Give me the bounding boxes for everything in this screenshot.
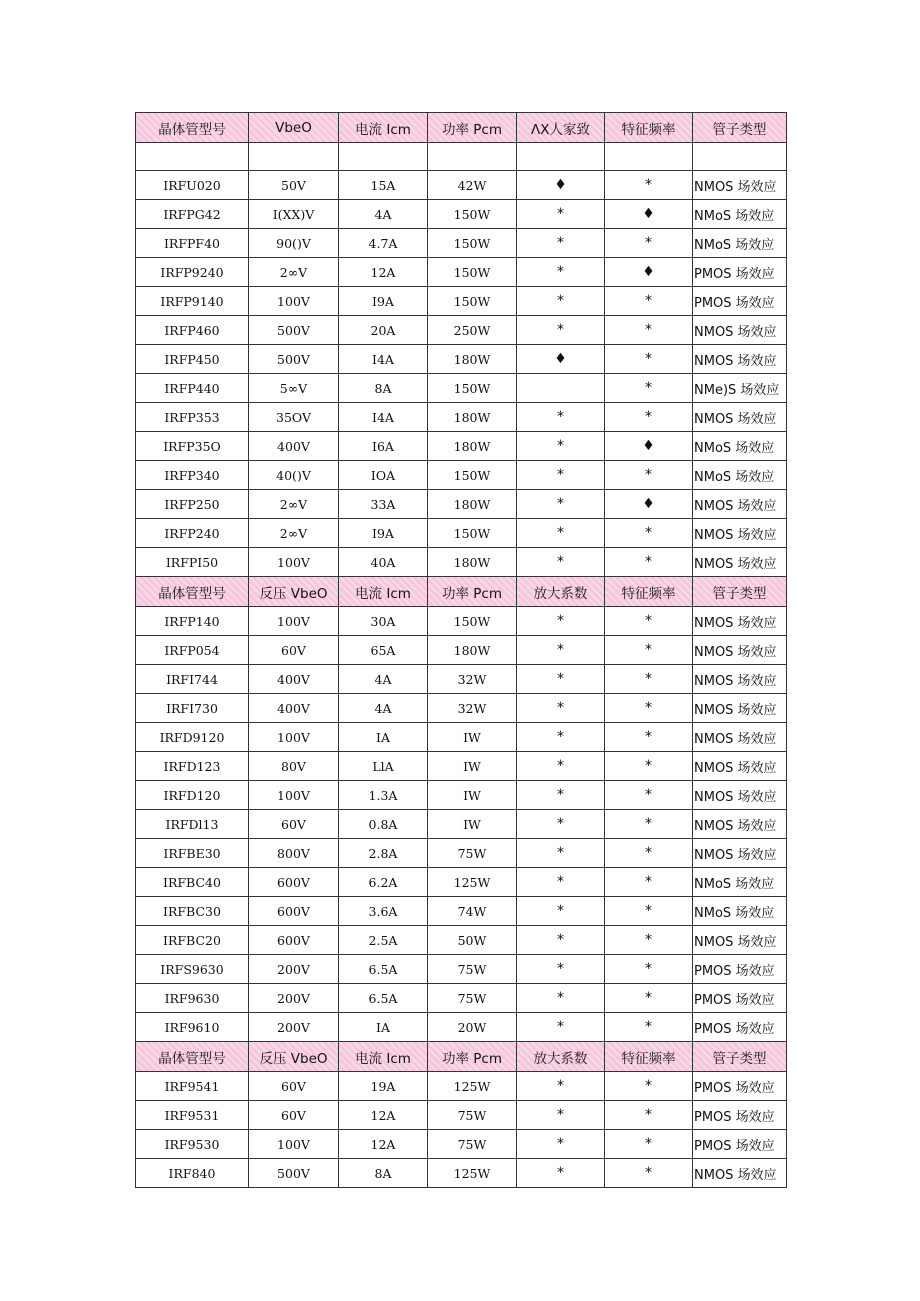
cell-model: IRFI730 (136, 694, 249, 723)
cell-pcm: 74W (428, 897, 517, 926)
header-freq: 特征频率 (605, 1042, 693, 1072)
cell-freq: * (605, 926, 693, 955)
table-row (136, 1072, 787, 1101)
table-row (136, 171, 787, 200)
cell-type: NMoS 场效应 (693, 868, 787, 897)
header-pcm: 功率 Pcm (428, 113, 517, 143)
cell-model: IRFP140 (136, 607, 249, 636)
cell-icm: 30A (339, 607, 428, 636)
cell-model: IRF840 (136, 1159, 249, 1188)
cell-model: IRFP353 (136, 403, 249, 432)
table-row (136, 519, 787, 548)
cell-freq: ♦ (605, 490, 693, 519)
cell-vbeo: 35OV (249, 403, 339, 432)
table-row (136, 345, 787, 374)
cell-icm: I4A (339, 345, 428, 374)
cell-model: IRFP250 (136, 490, 249, 519)
cell-type: NMOS 场效应 (693, 694, 787, 723)
cell-type: NMoS 场效应 (693, 229, 787, 258)
cell-type: NMOS 场效应 (693, 607, 787, 636)
blank-cell (517, 143, 605, 171)
cell-type: NMe)S 场效应 (693, 374, 787, 403)
cell-icm: 4A (339, 200, 428, 229)
table-row (136, 258, 787, 287)
cell-model: IRFPF40 (136, 229, 249, 258)
cell-pcm: 20W (428, 1013, 517, 1042)
header-vbeo: VbeO (249, 113, 339, 143)
cell-model: IRFD123 (136, 752, 249, 781)
cell-pcm: 150W (428, 229, 517, 258)
cell-freq: * (605, 374, 693, 403)
table-row (136, 984, 787, 1013)
cell-pcm: 180W (428, 432, 517, 461)
cell-type: NMOS 场效应 (693, 665, 787, 694)
cell-icm: 1.3A (339, 781, 428, 810)
cell-gain: * (517, 287, 605, 316)
cell-type: NMOS 场效应 (693, 636, 787, 665)
cell-icm: 4.7A (339, 229, 428, 258)
cell-model: IRFS9630 (136, 955, 249, 984)
cell-freq: * (605, 665, 693, 694)
cell-type: PMOS 场效应 (693, 984, 787, 1013)
cell-model: IRFP054 (136, 636, 249, 665)
cell-pcm: 180W (428, 403, 517, 432)
cell-vbeo: 200V (249, 955, 339, 984)
cell-icm: I9A (339, 519, 428, 548)
cell-pcm: 75W (428, 1101, 517, 1130)
cell-model: IRF9630 (136, 984, 249, 1013)
cell-type: PMOS 场效应 (693, 955, 787, 984)
cell-vbeo: 60V (249, 810, 339, 839)
cell-type: NMoS 场效应 (693, 200, 787, 229)
cell-type: NMoS 场效应 (693, 897, 787, 926)
table-row (136, 839, 787, 868)
cell-vbeo: 60V (249, 636, 339, 665)
cell-gain: * (517, 926, 605, 955)
blank-cell (605, 143, 693, 171)
cell-model: IRFD120 (136, 781, 249, 810)
cell-pcm: 180W (428, 345, 517, 374)
cell-type: PMOS 场效应 (693, 1013, 787, 1042)
cell-icm: I4A (339, 403, 428, 432)
cell-vbeo: 5∞V (249, 374, 339, 403)
cell-vbeo: 500V (249, 1159, 339, 1188)
cell-freq: * (605, 316, 693, 345)
cell-model: IRFPG42 (136, 200, 249, 229)
cell-icm: 6.2A (339, 868, 428, 897)
cell-icm: 3.6A (339, 897, 428, 926)
cell-type: NMoS 场效应 (693, 432, 787, 461)
blank-cell (339, 143, 428, 171)
cell-freq: ♦ (605, 258, 693, 287)
cell-freq: * (605, 839, 693, 868)
cell-freq: * (605, 694, 693, 723)
cell-gain: * (517, 839, 605, 868)
table-row (136, 607, 787, 636)
cell-icm: IA (339, 1013, 428, 1042)
cell-model: IRFP450 (136, 345, 249, 374)
cell-type: NMOS 场效应 (693, 810, 787, 839)
table-row (136, 1130, 787, 1159)
cell-icm: 8A (339, 1159, 428, 1188)
cell-icm: 6.5A (339, 984, 428, 1013)
cell-icm: 20A (339, 316, 428, 345)
cell-type: NMOS 场效应 (693, 490, 787, 519)
cell-vbeo: 2∞V (249, 258, 339, 287)
cell-type: PMOS 场效应 (693, 1101, 787, 1130)
cell-type: NMOS 场效应 (693, 839, 787, 868)
header-vbeo: 反压 VbeO (249, 577, 339, 607)
table-body (136, 113, 787, 1188)
cell-model: IRF9610 (136, 1013, 249, 1042)
cell-model: IRFP9140 (136, 287, 249, 316)
cell-gain: * (517, 984, 605, 1013)
cell-pcm: 32W (428, 665, 517, 694)
header-row (136, 1042, 787, 1072)
header-model: 晶体管型号 (136, 577, 249, 607)
cell-freq: * (605, 519, 693, 548)
cell-freq: * (605, 984, 693, 1013)
table-row (136, 316, 787, 345)
header-model: 晶体管型号 (136, 113, 249, 143)
cell-freq: * (605, 403, 693, 432)
cell-freq: * (605, 1159, 693, 1188)
table-row (136, 490, 787, 519)
cell-freq: * (605, 897, 693, 926)
cell-pcm: 150W (428, 200, 517, 229)
cell-freq: * (605, 548, 693, 577)
cell-icm: IOA (339, 461, 428, 490)
cell-vbeo: 2∞V (249, 519, 339, 548)
cell-type: PMOS 场效应 (693, 1130, 787, 1159)
cell-icm: 2.5A (339, 926, 428, 955)
cell-gain: * (517, 1072, 605, 1101)
cell-pcm: 75W (428, 955, 517, 984)
cell-pcm: 125W (428, 1159, 517, 1188)
cell-vbeo: 90()V (249, 229, 339, 258)
cell-freq: * (605, 810, 693, 839)
cell-gain: ♦ (517, 345, 605, 374)
table-row (136, 810, 787, 839)
cell-vbeo: 400V (249, 694, 339, 723)
cell-model: IRFP240 (136, 519, 249, 548)
cell-pcm: 150W (428, 607, 517, 636)
cell-model: IRF9541 (136, 1072, 249, 1101)
cell-freq: * (605, 1013, 693, 1042)
cell-freq: * (605, 1130, 693, 1159)
cell-freq: * (605, 607, 693, 636)
cell-freq: * (605, 171, 693, 200)
cell-gain: * (517, 810, 605, 839)
cell-type: NMOS 场效应 (693, 752, 787, 781)
cell-model: IRFBC30 (136, 897, 249, 926)
cell-pcm: 50W (428, 926, 517, 955)
cell-model: IRFI744 (136, 665, 249, 694)
cell-model: IRFBC20 (136, 926, 249, 955)
table-row (136, 1159, 787, 1188)
cell-icm: 8A (339, 374, 428, 403)
table-row (136, 897, 787, 926)
cell-gain: * (517, 432, 605, 461)
cell-model: IRFDl13 (136, 810, 249, 839)
table-row (136, 403, 787, 432)
cell-icm: 12A (339, 258, 428, 287)
cell-freq: * (605, 345, 693, 374)
cell-gain: * (517, 752, 605, 781)
cell-icm: I6A (339, 432, 428, 461)
cell-vbeo: I(XX)V (249, 200, 339, 229)
cell-model: IRFP440 (136, 374, 249, 403)
cell-model: IRFBC40 (136, 868, 249, 897)
cell-freq: * (605, 1072, 693, 1101)
header-row (136, 577, 787, 607)
cell-model: IRF9530 (136, 1130, 249, 1159)
cell-icm: 4A (339, 665, 428, 694)
cell-gain: * (517, 694, 605, 723)
cell-icm: 12A (339, 1101, 428, 1130)
cell-icm: IA (339, 723, 428, 752)
blank-cell (136, 143, 249, 171)
cell-pcm: 150W (428, 287, 517, 316)
cell-gain: * (517, 548, 605, 577)
cell-gain: * (517, 723, 605, 752)
cell-vbeo: 400V (249, 432, 339, 461)
table-row (136, 694, 787, 723)
cell-pcm: 75W (428, 1130, 517, 1159)
cell-type: NMOS 场效应 (693, 171, 787, 200)
cell-pcm: 75W (428, 839, 517, 868)
cell-icm: 6.5A (339, 955, 428, 984)
table-row (136, 868, 787, 897)
cell-pcm: 250W (428, 316, 517, 345)
header-pcm: 功率 Pcm (428, 577, 517, 607)
cell-type: NMOS 场效应 (693, 519, 787, 548)
header-icm: 电流 Icm (339, 1042, 428, 1072)
cell-gain: * (517, 490, 605, 519)
cell-vbeo: 400V (249, 665, 339, 694)
table-row (136, 752, 787, 781)
cell-model: IRFU020 (136, 171, 249, 200)
cell-pcm: 125W (428, 1072, 517, 1101)
cell-freq: * (605, 229, 693, 258)
cell-pcm: 180W (428, 548, 517, 577)
cell-pcm: 180W (428, 636, 517, 665)
cell-vbeo: 40()V (249, 461, 339, 490)
cell-gain: * (517, 1101, 605, 1130)
cell-icm: 40A (339, 548, 428, 577)
cell-freq: ♦ (605, 432, 693, 461)
cell-vbeo: 600V (249, 868, 339, 897)
cell-gain (517, 374, 605, 403)
cell-vbeo: 100V (249, 607, 339, 636)
header-freq: 特征频率 (605, 113, 693, 143)
header-icm: 电流 Icm (339, 113, 428, 143)
cell-pcm: 150W (428, 461, 517, 490)
cell-vbeo: 2∞V (249, 490, 339, 519)
cell-icm: 0.8A (339, 810, 428, 839)
cell-model: IRFD9120 (136, 723, 249, 752)
cell-freq: * (605, 1101, 693, 1130)
cell-icm: 2.8A (339, 839, 428, 868)
cell-pcm: 125W (428, 868, 517, 897)
table-row (136, 461, 787, 490)
table-row (136, 781, 787, 810)
cell-vbeo: 100V (249, 781, 339, 810)
table-row (136, 432, 787, 461)
cell-freq: * (605, 287, 693, 316)
cell-model: IRFPI50 (136, 548, 249, 577)
cell-freq: * (605, 868, 693, 897)
header-model: 晶体管型号 (136, 1042, 249, 1072)
transistor-table (135, 112, 787, 1188)
blank-cell (693, 143, 787, 171)
cell-gain: * (517, 665, 605, 694)
table-row (136, 955, 787, 984)
table-row (136, 287, 787, 316)
cell-freq: * (605, 752, 693, 781)
table-row (136, 665, 787, 694)
cell-gain: * (517, 1013, 605, 1042)
table-row (136, 548, 787, 577)
cell-gain: * (517, 897, 605, 926)
table-row (136, 926, 787, 955)
cell-vbeo: 50V (249, 171, 339, 200)
header-vbeo: 反压 VbeO (249, 1042, 339, 1072)
cell-pcm: 150W (428, 258, 517, 287)
cell-pcm: 32W (428, 694, 517, 723)
cell-gain: * (517, 200, 605, 229)
cell-gain: * (517, 1159, 605, 1188)
header-icm: 电流 Icm (339, 577, 428, 607)
cell-vbeo: 500V (249, 316, 339, 345)
cell-freq: * (605, 723, 693, 752)
cell-pcm: 150W (428, 374, 517, 403)
cell-type: NMOS 场效应 (693, 403, 787, 432)
cell-vbeo: 600V (249, 926, 339, 955)
blank-cell (428, 143, 517, 171)
cell-vbeo: 80V (249, 752, 339, 781)
table-row (136, 636, 787, 665)
cell-model: IRF9531 (136, 1101, 249, 1130)
cell-gain: * (517, 461, 605, 490)
cell-gain: * (517, 607, 605, 636)
blank-row (136, 143, 787, 171)
cell-vbeo: 200V (249, 984, 339, 1013)
cell-model: IRFP9240 (136, 258, 249, 287)
header-type: 管子类型 (693, 113, 787, 143)
cell-model: IRFP35O (136, 432, 249, 461)
cell-gain: * (517, 316, 605, 345)
cell-pcm: IW (428, 781, 517, 810)
cell-vbeo: 60V (249, 1072, 339, 1101)
cell-type: NMOS 场效应 (693, 1159, 787, 1188)
cell-gain: * (517, 955, 605, 984)
cell-gain: * (517, 868, 605, 897)
cell-vbeo: 200V (249, 1013, 339, 1042)
cell-pcm: 75W (428, 984, 517, 1013)
cell-vbeo: 100V (249, 287, 339, 316)
cell-type: NMoS 场效应 (693, 461, 787, 490)
cell-type: PMOS 场效应 (693, 258, 787, 287)
cell-vbeo: 600V (249, 897, 339, 926)
cell-vbeo: 60V (249, 1101, 339, 1130)
cell-pcm: 180W (428, 490, 517, 519)
cell-gain: * (517, 258, 605, 287)
cell-gain: ♦ (517, 171, 605, 200)
table-row (136, 200, 787, 229)
cell-pcm: 42W (428, 171, 517, 200)
header-freq: 特征频率 (605, 577, 693, 607)
cell-freq: * (605, 955, 693, 984)
cell-vbeo: 100V (249, 1130, 339, 1159)
header-gain: ΛX人家致 (517, 113, 605, 143)
cell-type: NMOS 场效应 (693, 926, 787, 955)
cell-type: NMOS 场效应 (693, 316, 787, 345)
blank-cell (249, 143, 339, 171)
cell-type: NMOS 场效应 (693, 345, 787, 374)
cell-type: NMOS 场效应 (693, 548, 787, 577)
cell-icm: 4A (339, 694, 428, 723)
cell-vbeo: 100V (249, 548, 339, 577)
cell-type: PMOS 场效应 (693, 287, 787, 316)
cell-icm: 15A (339, 171, 428, 200)
header-pcm: 功率 Pcm (428, 1042, 517, 1072)
cell-icm: 33A (339, 490, 428, 519)
table-row (136, 229, 787, 258)
header-gain: 放大系数 (517, 577, 605, 607)
cell-type: NMOS 场效应 (693, 781, 787, 810)
cell-pcm: 150W (428, 519, 517, 548)
cell-freq: * (605, 781, 693, 810)
cell-gain: * (517, 519, 605, 548)
cell-icm: LlA (339, 752, 428, 781)
cell-icm: 65A (339, 636, 428, 665)
table-row (136, 1013, 787, 1042)
header-type: 管子类型 (693, 577, 787, 607)
cell-type: NMOS 场效应 (693, 723, 787, 752)
cell-vbeo: 100V (249, 723, 339, 752)
cell-gain: * (517, 229, 605, 258)
table-row (136, 723, 787, 752)
cell-gain: * (517, 781, 605, 810)
cell-vbeo: 500V (249, 345, 339, 374)
cell-pcm: IW (428, 752, 517, 781)
header-row (136, 113, 787, 143)
cell-gain: * (517, 1130, 605, 1159)
cell-freq: ♦ (605, 200, 693, 229)
cell-icm: 19A (339, 1072, 428, 1101)
cell-freq: * (605, 636, 693, 665)
cell-icm: 12A (339, 1130, 428, 1159)
cell-pcm: IW (428, 810, 517, 839)
cell-gain: * (517, 403, 605, 432)
cell-pcm: IW (428, 723, 517, 752)
cell-vbeo: 800V (249, 839, 339, 868)
cell-model: IRFP340 (136, 461, 249, 490)
cell-model: IRFBE30 (136, 839, 249, 868)
cell-model: IRFP460 (136, 316, 249, 345)
header-type: 管子类型 (693, 1042, 787, 1072)
transistor-spec-sheet (135, 112, 786, 1188)
table-row (136, 1101, 787, 1130)
cell-freq: * (605, 461, 693, 490)
table-row (136, 374, 787, 403)
cell-type: PMOS 场效应 (693, 1072, 787, 1101)
header-gain: 放大系数 (517, 1042, 605, 1072)
cell-gain: * (517, 636, 605, 665)
cell-icm: I9A (339, 287, 428, 316)
